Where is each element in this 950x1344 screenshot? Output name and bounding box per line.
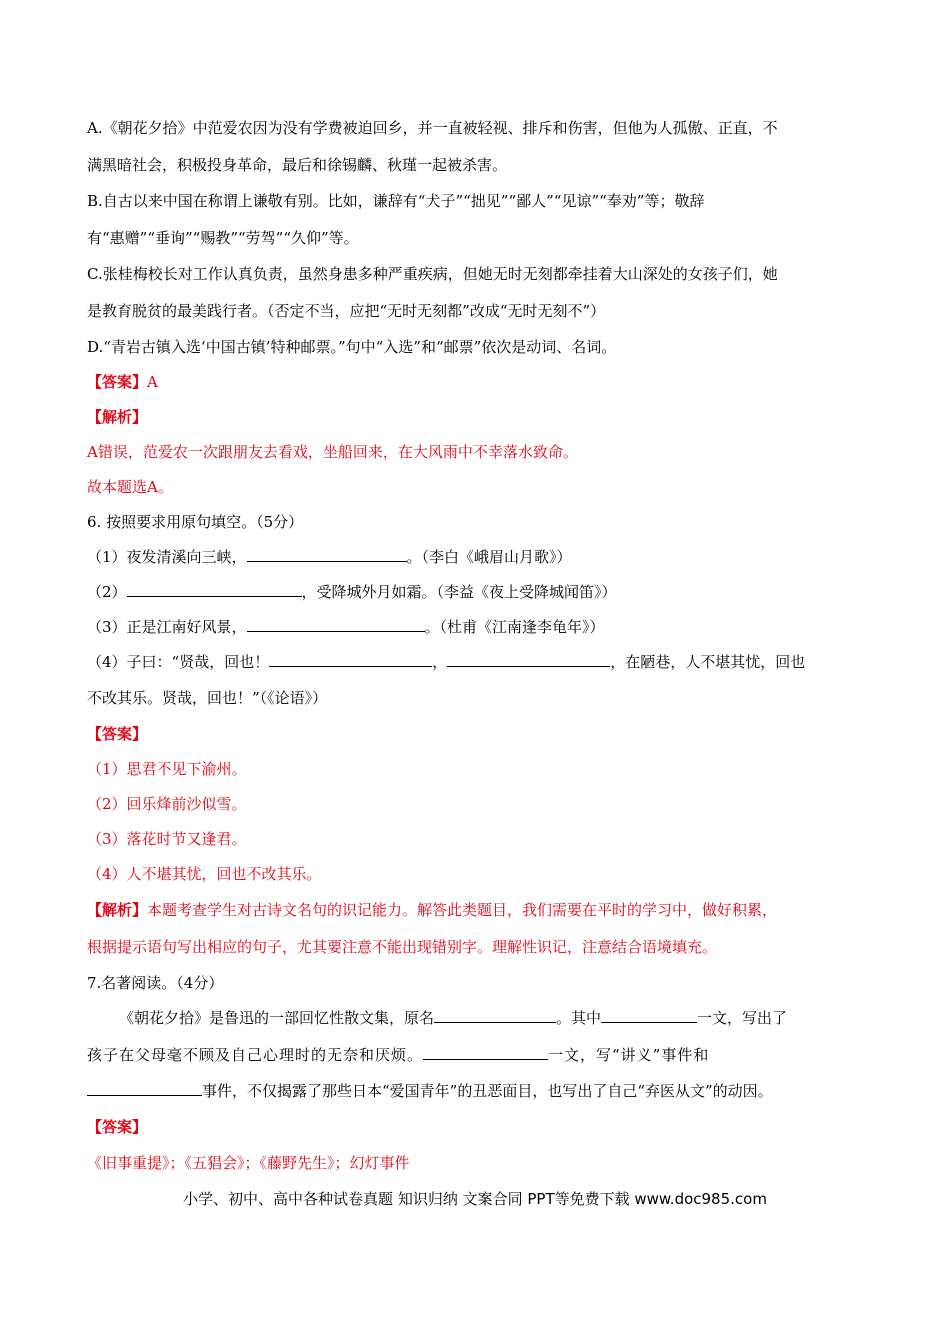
q5-analysis-line2: 故本题选A。 xyxy=(87,478,173,496)
q7-text-3: 一文，写出了 xyxy=(697,1009,788,1027)
q6-item-2-text: （2） xyxy=(87,583,127,601)
q6-item-3-source: 。（杜甫《江南逢李龟年》） xyxy=(424,618,605,636)
q5-option-c-line1: C.张桂梅校长对工作认真负责，虽然身患多种严重疾病，但她无时无刻都牵挂着大山深处的女孩子们，她 xyxy=(87,265,778,283)
q7-answer-value: 《旧事重提》；《五猖会》；《藤野先生》；幻灯事件 xyxy=(87,1154,410,1172)
q5-option-b-line2: 有“惠赠”“垂询”“赐教”“劳驾”“久仰”等。 xyxy=(87,229,359,247)
q6-item-4-line1 xyxy=(87,652,805,672)
q6-item-4-text: （4）子曰：“贤哉，回也！ xyxy=(87,653,270,671)
q7-text-2: 。其中 xyxy=(556,1009,602,1027)
blank-line xyxy=(247,617,425,632)
q6-item-4-rest: ，在陋巷，人不堪其忧，回也 xyxy=(610,653,806,671)
q7-title: 7.名著阅读。（4分） xyxy=(87,974,224,992)
analysis-tag: 【解析】 xyxy=(87,901,148,919)
blank-line xyxy=(434,1008,556,1023)
q6-answer-4: （4）人不堪其忧，回也不改其乐。 xyxy=(87,865,322,883)
q6-answer-3: （3）落花时节又逢君。 xyxy=(87,830,247,848)
q6-answer-2: （2）回乐烽前沙似雪。 xyxy=(87,795,247,813)
q6-item-1-source: 。（李白《峨眉山月歌》） xyxy=(406,548,572,566)
q6-item-1 xyxy=(87,547,572,567)
page-footer: 小学、初中、高中各种试卷真题 知识归纳 文案合同 PPT等免费下载 www.doc985.com xyxy=(183,1190,767,1208)
q5-analysis-line1: A错误，范爱农一次跟朋友去看戏，坐船回来，在大风雨中不幸落水致命。 xyxy=(87,443,578,461)
q7-paragraph-line2 xyxy=(87,1045,709,1065)
q5-option-a-line1: A.《朝花夕拾》中范爱农因为没有学费被迫回乡，并一直被轻视、排斥和伤害，但他为人孤傲、正直，不 xyxy=(87,119,778,137)
q6-analysis-line2: 根据提示语句写出相应的句子，尤其要注意不能出现错别字。理解性识记，注意结合语境填充。 xyxy=(87,938,718,956)
q6-item-1-text: （1）夜发清溪向三峡， xyxy=(87,548,247,566)
blank-line xyxy=(127,582,302,597)
q7-answer-tag: 【答案】 xyxy=(87,1118,148,1136)
q7-text-1: 《朝花夕拾》是鲁迅的一部回忆性散文集，原名 xyxy=(119,1009,435,1027)
q5-analysis-tag: 【解析】 xyxy=(87,408,148,426)
q6-item-2-source: ，受降城外月如霜。（李益《夜上受降城闻笛》） xyxy=(301,583,617,601)
q7-text-4: 孩子在父母毫不顾及自己心理时的无奈和厌烦。 xyxy=(87,1046,424,1064)
q5-option-c-line2: 是教育脱贫的最美践行者。（否定不当，应把“无时无刻都”改成“无时无刻不”） xyxy=(87,302,606,320)
blank-line xyxy=(601,1008,697,1023)
analysis-text: 本题考查学生对古诗文名句的识记能力。解答此类题目，我们需要在平时的学习中，做好积累， xyxy=(147,901,778,919)
q5-option-b-line1: B.自古以来中国在称谓上谦敬有别。比如，谦辞有“犬子”“拙见”“鄙人”“见谅”“奉劝”等；敬辞 xyxy=(87,192,705,210)
q6-answer-tag: 【答案】 xyxy=(87,725,148,743)
q7-paragraph-line1 xyxy=(119,1008,787,1028)
q7-text-6: 事件，不仅揭露了那些日本“爱国青年”的丑恶面目，也写出了自己“弃医从文”的动因。 xyxy=(202,1082,773,1100)
q6-item-3 xyxy=(87,617,605,637)
q5-answer xyxy=(87,372,158,392)
q7-paragraph-line3 xyxy=(87,1081,773,1101)
q5-option-a-line2: 满黑暗社会，积极投身革命，最后和徐锡麟、秋瑾一起被杀害。 xyxy=(87,156,508,174)
blank-line xyxy=(423,1045,548,1060)
answer-value: A xyxy=(147,373,158,391)
blank-line xyxy=(447,652,610,667)
q6-item-4-comma: ， xyxy=(432,653,448,671)
blank-line xyxy=(247,547,407,562)
q6-answer-1: （1）思君不见下渝州。 xyxy=(87,760,247,778)
answer-tag: 【答案】 xyxy=(87,373,148,391)
q6-analysis-line1 xyxy=(87,900,777,920)
blank-line xyxy=(269,652,432,667)
blank-line xyxy=(87,1081,202,1096)
q7-text-5: 一文，写“讲义”事件和 xyxy=(548,1046,710,1064)
q5-option-d: D.“青岩古镇入选‘中国古镇’特种邮票。”句中“入选”和“邮票”依次是动词、名词。 xyxy=(87,338,617,356)
q6-item-4-line2: 不改其乐。贤哉，回也！”（《论语》） xyxy=(87,689,328,707)
q6-item-3-text: （3）正是江南好风景， xyxy=(87,618,247,636)
q6-item-2 xyxy=(87,582,617,602)
q6-title: 6. 按照要求用原句填空。（5分） xyxy=(87,513,304,531)
